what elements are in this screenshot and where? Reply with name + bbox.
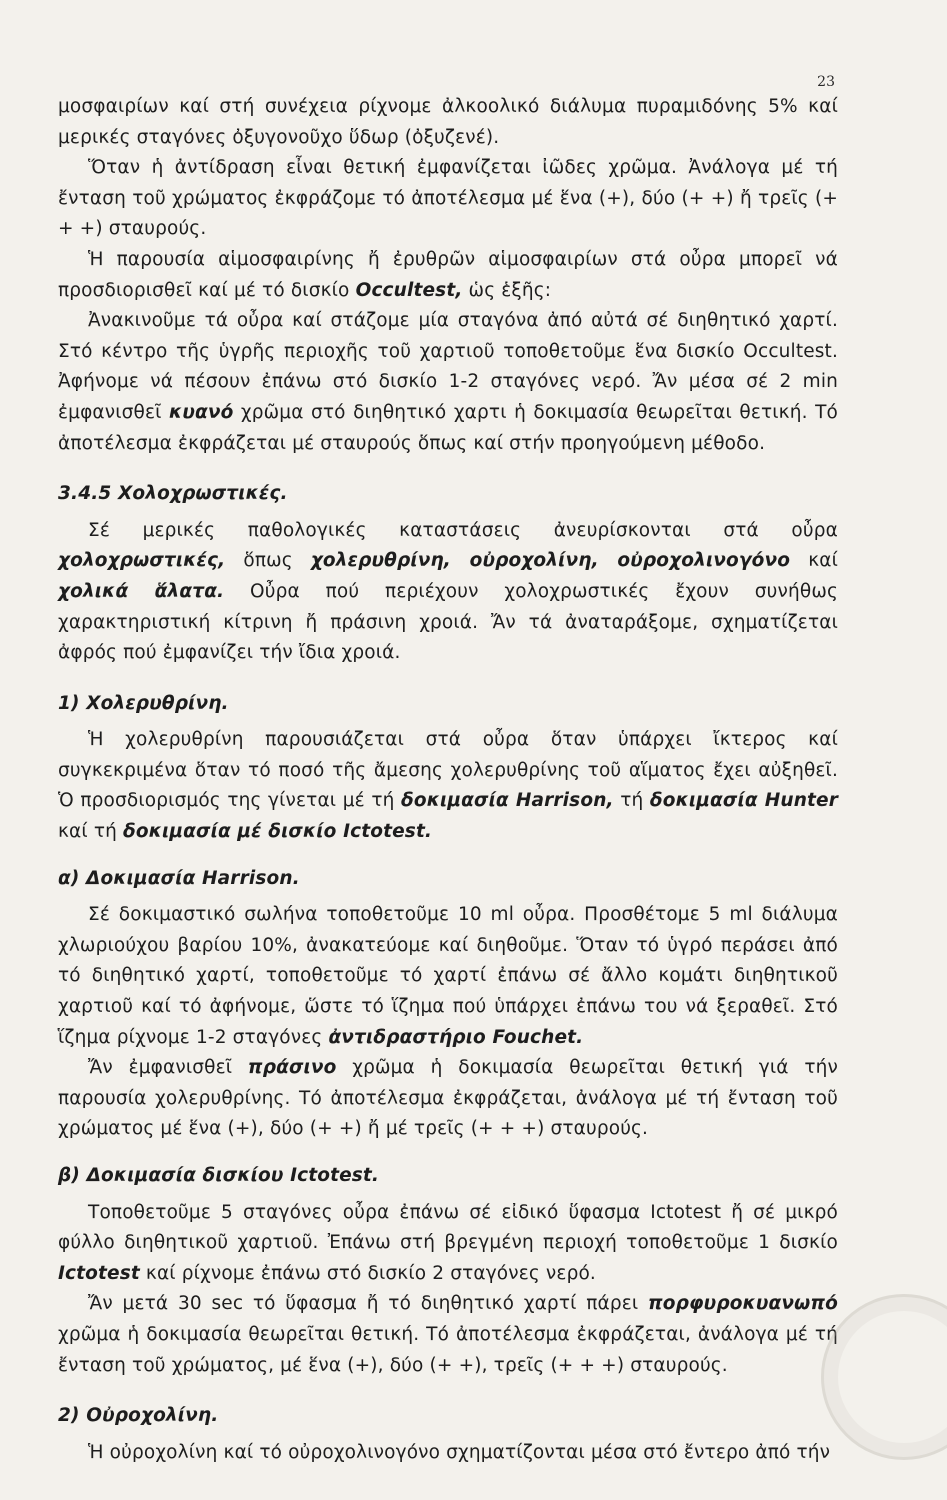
- section-heading: [58, 864, 838, 895]
- text-run: καί: [790, 550, 839, 572]
- emphasis-text: χολικά ἅλατα.: [58, 580, 225, 602]
- emphasis-text: Occultest,: [355, 279, 463, 301]
- text-run: Ἄν μετά 30 sec τό ὕφασμα ἤ τό διηθητικό χαρτί πάρει: [88, 1293, 649, 1315]
- library-stamp: [821, 1294, 947, 1460]
- text-run: μοσφαιρίων καί στή συνέχεια ρίχνομε ἀλκοολικό διάλυμα πυραμιδόνης 5% καί μερικές σταγόνες ὀξυγονοῦχο ὕδωρ (ὀξυζενέ).: [58, 96, 838, 148]
- text-run: Σέ δοκιμαστικό σωλήνα τοποθετοῦμε 10 ml οὖρα. Προσθέτομε 5 ml διάλυμα χλωριούχου βαρίου 10%, ἀνακατεύομε καί διηθοῦμε. Ὅταν τό ὑγρό περάσει ἀπό τό διηθητικό χαρτί, τοποθετοῦμε τό χαρτί ἐπάνω σέ ἄλλο κομάτι διηθητικοῦ χαρτιοῦ καί τό ἀφήνομε, ὥστε τό ἵζημα πού ὑπάρχει ἐπάνω του νά ξεραθεῖ. Στό ἵζημα ρίχνομε 1-2 σταγόνες: [58, 904, 838, 1048]
- emphasis-text: Ictotest: [58, 1262, 140, 1284]
- section-heading: [58, 1401, 838, 1432]
- text-run: Ἡ χολερυθρίνη παρουσιάζεται στά οὖρα ὅταν ὑπάρχει ἴκτερος καί συγκεκριμένα ὅταν τό ποσό τῆς ἄμεσης χολερυθρίνης τοῦ αἵματος ἔχει αὐξηθεῖ. Ὁ προσδιορισμός της γίνεται μέ τή: [58, 729, 838, 812]
- paragraph: [58, 725, 838, 847]
- paragraph: [58, 900, 838, 1053]
- text-run: Οὖρα πού περιέχουν χολοχρωστικές ἔχουν συνήθως χαρακτηριστική κίτρινη ἤ πράσινη χροιά. Ἄν τά ἀναταράξομε, σχηματίζεται ἀφρός πού ἐμφανίζει τήν ἴδια χροιά.: [58, 580, 838, 664]
- paragraph: [58, 153, 838, 245]
- emphasis-text: ἀντιδραστήριο Fouchet.: [328, 1026, 584, 1048]
- emphasis-text: πράσινο: [247, 1057, 337, 1079]
- paragraph: [58, 1198, 838, 1290]
- text-run: 1) Χολερυθρίνη.: [58, 692, 229, 714]
- emphasis-text: δοκιμασία Hunter: [649, 790, 839, 812]
- paragraph: [58, 1289, 838, 1381]
- emphasis-text: πορφυροκυανωπό: [648, 1293, 838, 1315]
- text-run: χρῶμα ἡ δοκιμασία θεωρεῖται θετική γιά τήν παρουσία χολερυθρίνης. Τό ἀποτέλεσμα ἐκφράζεται, ἀνάλογα μέ τή ἔνταση τοῦ χρώματος μέ ἕνα (+), δύο (+ +) ἤ μέ τρεῖς (+ + +) σταυρούς.: [58, 1057, 838, 1140]
- section-heading: [58, 689, 838, 720]
- text-run: χρῶμα στό διηθητικό χαρτι ἡ δοκιμασία θεωρεῖται θετική. Τό ἀποτέλεσμα ἐκφράζεται μέ σταυρούς ὅπως καί στήν προηγούμενη μέθοδο.: [58, 401, 838, 454]
- emphasis-text: δοκιμασία μέ δισκίο Ictotest.: [123, 821, 433, 843]
- paragraph: [58, 1438, 838, 1469]
- emphasis-text: κυανό: [169, 401, 234, 423]
- text-run: α) Δοκιμασία Harrison.: [58, 867, 300, 889]
- text-run: τή: [613, 790, 650, 812]
- text-run: Ἡ οὐροχολίνη καί τό οὐροχολινογόνο σχηματίζονται μέσα στό ἔντερο ἀπό τήν: [88, 1441, 831, 1463]
- text-run: χρῶμα ἡ δοκιμασία θεωρεῖται θετική. Τό ἀποτέλεσμα ἐκφράζεται, ἀνάλογα μέ τή ἔνταση τοῦ χρώματος, μέ ἕνα (+), δύο (+ +), τρεῖς (+ + +) σταυρούς.: [58, 1323, 838, 1376]
- text-run: ὡς ἑξῆς:: [462, 279, 552, 301]
- paragraph: [58, 92, 838, 153]
- emphasis-text: χολοχρωστικές,: [58, 550, 226, 572]
- paragraph: [58, 306, 838, 459]
- paragraph: [58, 1053, 838, 1145]
- paragraph: [58, 516, 838, 669]
- section-heading: [58, 479, 838, 510]
- text-run: Ἀνακινοῦμε τά οὖρα καί στάζομε μία σταγόνα ἀπό αὐτά σέ διηθητικό χαρτί. Στό κέντρο τῆς ὑγρῆς περιοχῆς τοῦ χαρτιοῦ τοποθετοῦμε ἕνα δισκίο Occultest. Ἀφήνομε νά πέσουν ἐπάνω στό δισκίο 1-2 σταγόνες νερό. Ἄν μέσα σέ 2 min ἐμφανισθεῖ: [58, 310, 838, 423]
- text-run: καί τή: [58, 821, 124, 843]
- text-run: καί ρίχνομε ἐπάνω στό δισκίο 2 σταγόνες νερό.: [139, 1262, 596, 1284]
- document-body: [58, 92, 838, 1468]
- text-run: β) Δοκιμασία δισκίου Ictotest.: [58, 1165, 380, 1186]
- emphasis-text: δοκιμασία Harrison,: [401, 790, 614, 812]
- page-number: 23: [817, 74, 835, 90]
- text-run: ὅπως: [225, 550, 311, 572]
- text-run: 3.4.5 Χολοχρωστικές.: [58, 483, 288, 505]
- text-run: Ἄν ἐμφανισθεῖ: [88, 1057, 248, 1079]
- text-run: Ἡ παρουσία αἱμοσφαιρίνης ἤ ἐρυθρῶν αἱμοσφαιρίων στά οὖρα μπορεῖ νά προσδιορισθεῖ καί μέ τό δισκίο: [58, 248, 838, 301]
- text-run: Ὅταν ἡ ἀντίδραση εἶναι θετική ἐμφανίζεται ἰῶδες χρῶμα. Ἀνάλογα μέ τή ἔνταση τοῦ χρώματος ἐκφράζομε τό ἀποτέλεσμα μέ ἕνα (+), δύο (+ +) ἤ τρεῖς (+ + +) σταυρούς.: [58, 157, 838, 240]
- text-run: Σέ μερικές παθολογικές καταστάσεις ἀνευρίσκονται στά οὖρα: [88, 519, 838, 541]
- emphasis-text: χολερυθρίνη, οὐροχολίνη, οὐροχολινογόνο: [310, 550, 791, 572]
- text-run: 2) Οὐροχολίνη.: [58, 1405, 219, 1427]
- text-run: Τοποθετοῦμε 5 σταγόνες οὖρα ἐπάνω σέ εἰδικό ὕφασμα Ictotest ἤ σέ μικρό φύλλο διηθητικοῦ χαρτιοῦ. Ἐπάνω στή βρεγμένη περιοχή τοποθετοῦμε 1 δισκίο: [58, 1201, 838, 1254]
- section-heading: [58, 1161, 838, 1192]
- paragraph: [58, 245, 838, 306]
